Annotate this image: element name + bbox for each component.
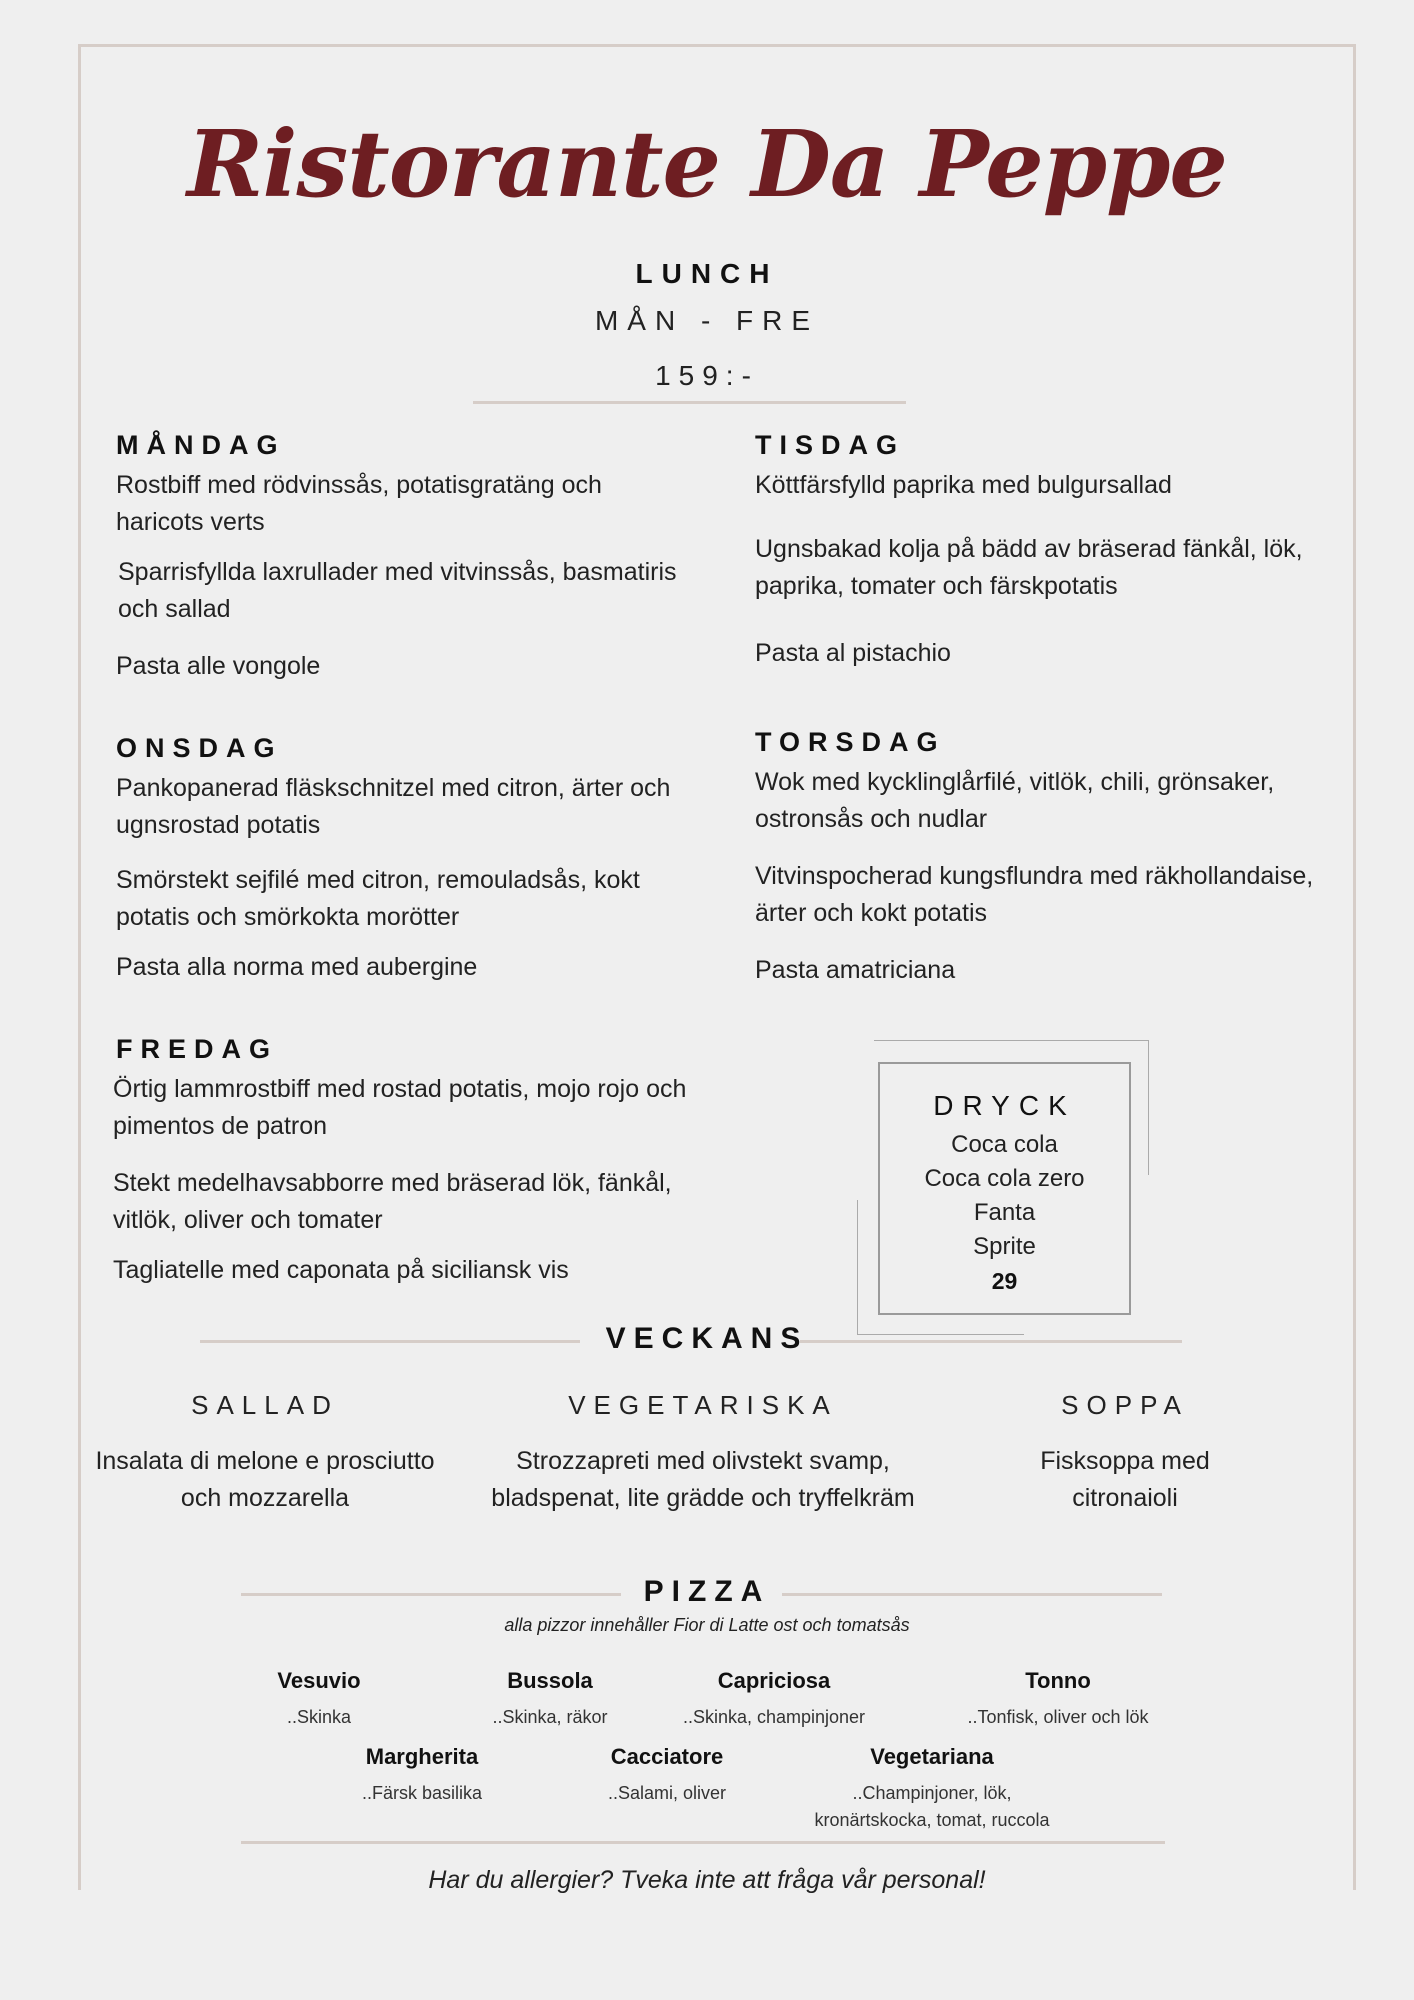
day-heading: MÅNDAG <box>116 430 286 460</box>
weekly-label: SALLAD <box>191 1390 339 1420</box>
drinks-title: DRYCK <box>933 1090 1076 1121</box>
weekly-dish: Insalata di melone e prosciutto och mozzarella <box>95 1447 435 1512</box>
day-heading: TORSDAG <box>755 727 946 757</box>
pizza-name: Cacciatore <box>610 1744 724 1769</box>
pizza-desc: ..Salami, oliver <box>607 1783 727 1803</box>
restaurant-name: Ristorante Da Peppe <box>187 110 1227 218</box>
pizza-bottom-rule <box>241 1841 1165 1844</box>
pizza-name: Margherita <box>365 1744 479 1769</box>
dish: Pasta alle vongole <box>116 652 321 680</box>
pizza-item <box>908 1668 1208 1731</box>
dish: Vitvinspocherad kungsflundra med räkhollandaise, ärter och kokt potatis <box>755 862 1314 927</box>
drink-item: Coca cola zero <box>924 1165 1085 1192</box>
day-wednesday <box>116 733 696 986</box>
dish: Tagliatelle med caponata på siciliansk vis <box>113 1256 569 1284</box>
dish: Pasta alla norma med aubergine <box>116 953 478 981</box>
pizza-desc: ..Färsk basilika <box>361 1783 483 1803</box>
dish: Sparrisfyllda laxrullader med vitvinssås, basmatiris och sallad <box>118 558 677 623</box>
day-heading: TISDAG <box>755 430 906 460</box>
day-friday <box>113 1034 693 1289</box>
day-tuesday <box>755 430 1330 672</box>
allergy-note: Har du allergier? Tveka inte att fråga vår personal! <box>428 1866 986 1894</box>
pizza-desc: ..Skinka, räkor <box>492 1707 608 1727</box>
veckans-heading: VECKANS <box>605 1322 809 1355</box>
pizza-heading: PIZZA <box>643 1575 771 1608</box>
pizza-name: Capriciosa <box>717 1668 831 1693</box>
lunch-label: LUNCH <box>635 258 779 289</box>
dish: Pasta al pistachio <box>755 639 951 667</box>
weekly-soup <box>1010 1390 1240 1517</box>
dish: Stekt medelhavsabborre med bräserad lök, fänkål, vitlök, oliver och tomater <box>113 1169 672 1234</box>
drinks-price: 29 <box>991 1268 1018 1294</box>
pizza-item <box>517 1744 817 1807</box>
weekly-label: SOPPA <box>1061 1390 1189 1420</box>
day-heading: FREDAG <box>116 1034 278 1064</box>
pizza-desc: ..Champinjoner, lök, kronärtskocka, tomat, ruccola <box>814 1783 1050 1830</box>
day-heading: ONSDAG <box>116 733 283 763</box>
weekly-vegetarian <box>475 1390 931 1517</box>
dish: Köttfärsfylld paprika med bulgursallad <box>755 471 1172 499</box>
dish: Pankopanerad fläskschnitzel med citron, ärter och ugnsrostad potatis <box>116 774 671 839</box>
frame-border-top <box>78 44 1356 47</box>
weekly-label: VEGETARISKA <box>568 1390 838 1420</box>
dish: Smörstekt sejfilé med citron, remouladsås, kokt potatis och smörkokta morötter <box>116 866 640 931</box>
pizza-item <box>782 1744 1082 1834</box>
days-range: MÅN - FRE <box>594 305 820 336</box>
drink-item: Coca cola <box>951 1131 1058 1158</box>
drink-item: Fanta <box>973 1199 1036 1226</box>
weekly-salad <box>80 1390 450 1517</box>
drink-item: Sprite <box>973 1233 1036 1260</box>
day-thursday <box>755 727 1340 989</box>
drinks-box <box>878 1062 1131 1315</box>
pizza-desc: ..Skinka, champinjoner <box>682 1707 866 1727</box>
pizza-note: alla pizzor innehåller Fior di Latte ost och tomatsås <box>504 1615 910 1635</box>
lunch-price: 159:- <box>655 360 759 391</box>
dish: Ugnsbakad kolja på bädd av bräserad fänkål, lök, paprika, tomater och färskpotatis <box>755 535 1303 600</box>
day-monday <box>116 430 691 685</box>
pizza-desc: ..Tonfisk, oliver och lök <box>967 1707 1149 1727</box>
weekly-dish: Fisksoppa med citronaioli <box>1040 1447 1210 1512</box>
pizza-name: Vesuvio <box>277 1668 361 1693</box>
pizza-desc: ..Skinka <box>286 1707 352 1727</box>
pizza-name: Tonno <box>1025 1668 1091 1693</box>
pizza-item <box>624 1668 924 1731</box>
title-divider <box>473 401 906 404</box>
dish: Pasta amatriciana <box>755 956 956 984</box>
dish: Wok med kycklinglårfilé, vitlök, chili, grönsaker, ostronsås och nudlar <box>755 768 1275 833</box>
dish: Rostbiff med rödvinssås, potatisgratäng och haricots verts <box>116 471 602 536</box>
weekly-dish: Strozzapreti med olivstekt svamp, bladspenat, lite grädde och tryffelkräm <box>491 1447 915 1512</box>
pizza-name: Bussola <box>507 1668 593 1693</box>
pizza-name: Vegetariana <box>870 1744 994 1769</box>
dish: Örtig lammrostbiff med rostad potatis, mojo rojo och pimentos de patron <box>113 1075 687 1140</box>
